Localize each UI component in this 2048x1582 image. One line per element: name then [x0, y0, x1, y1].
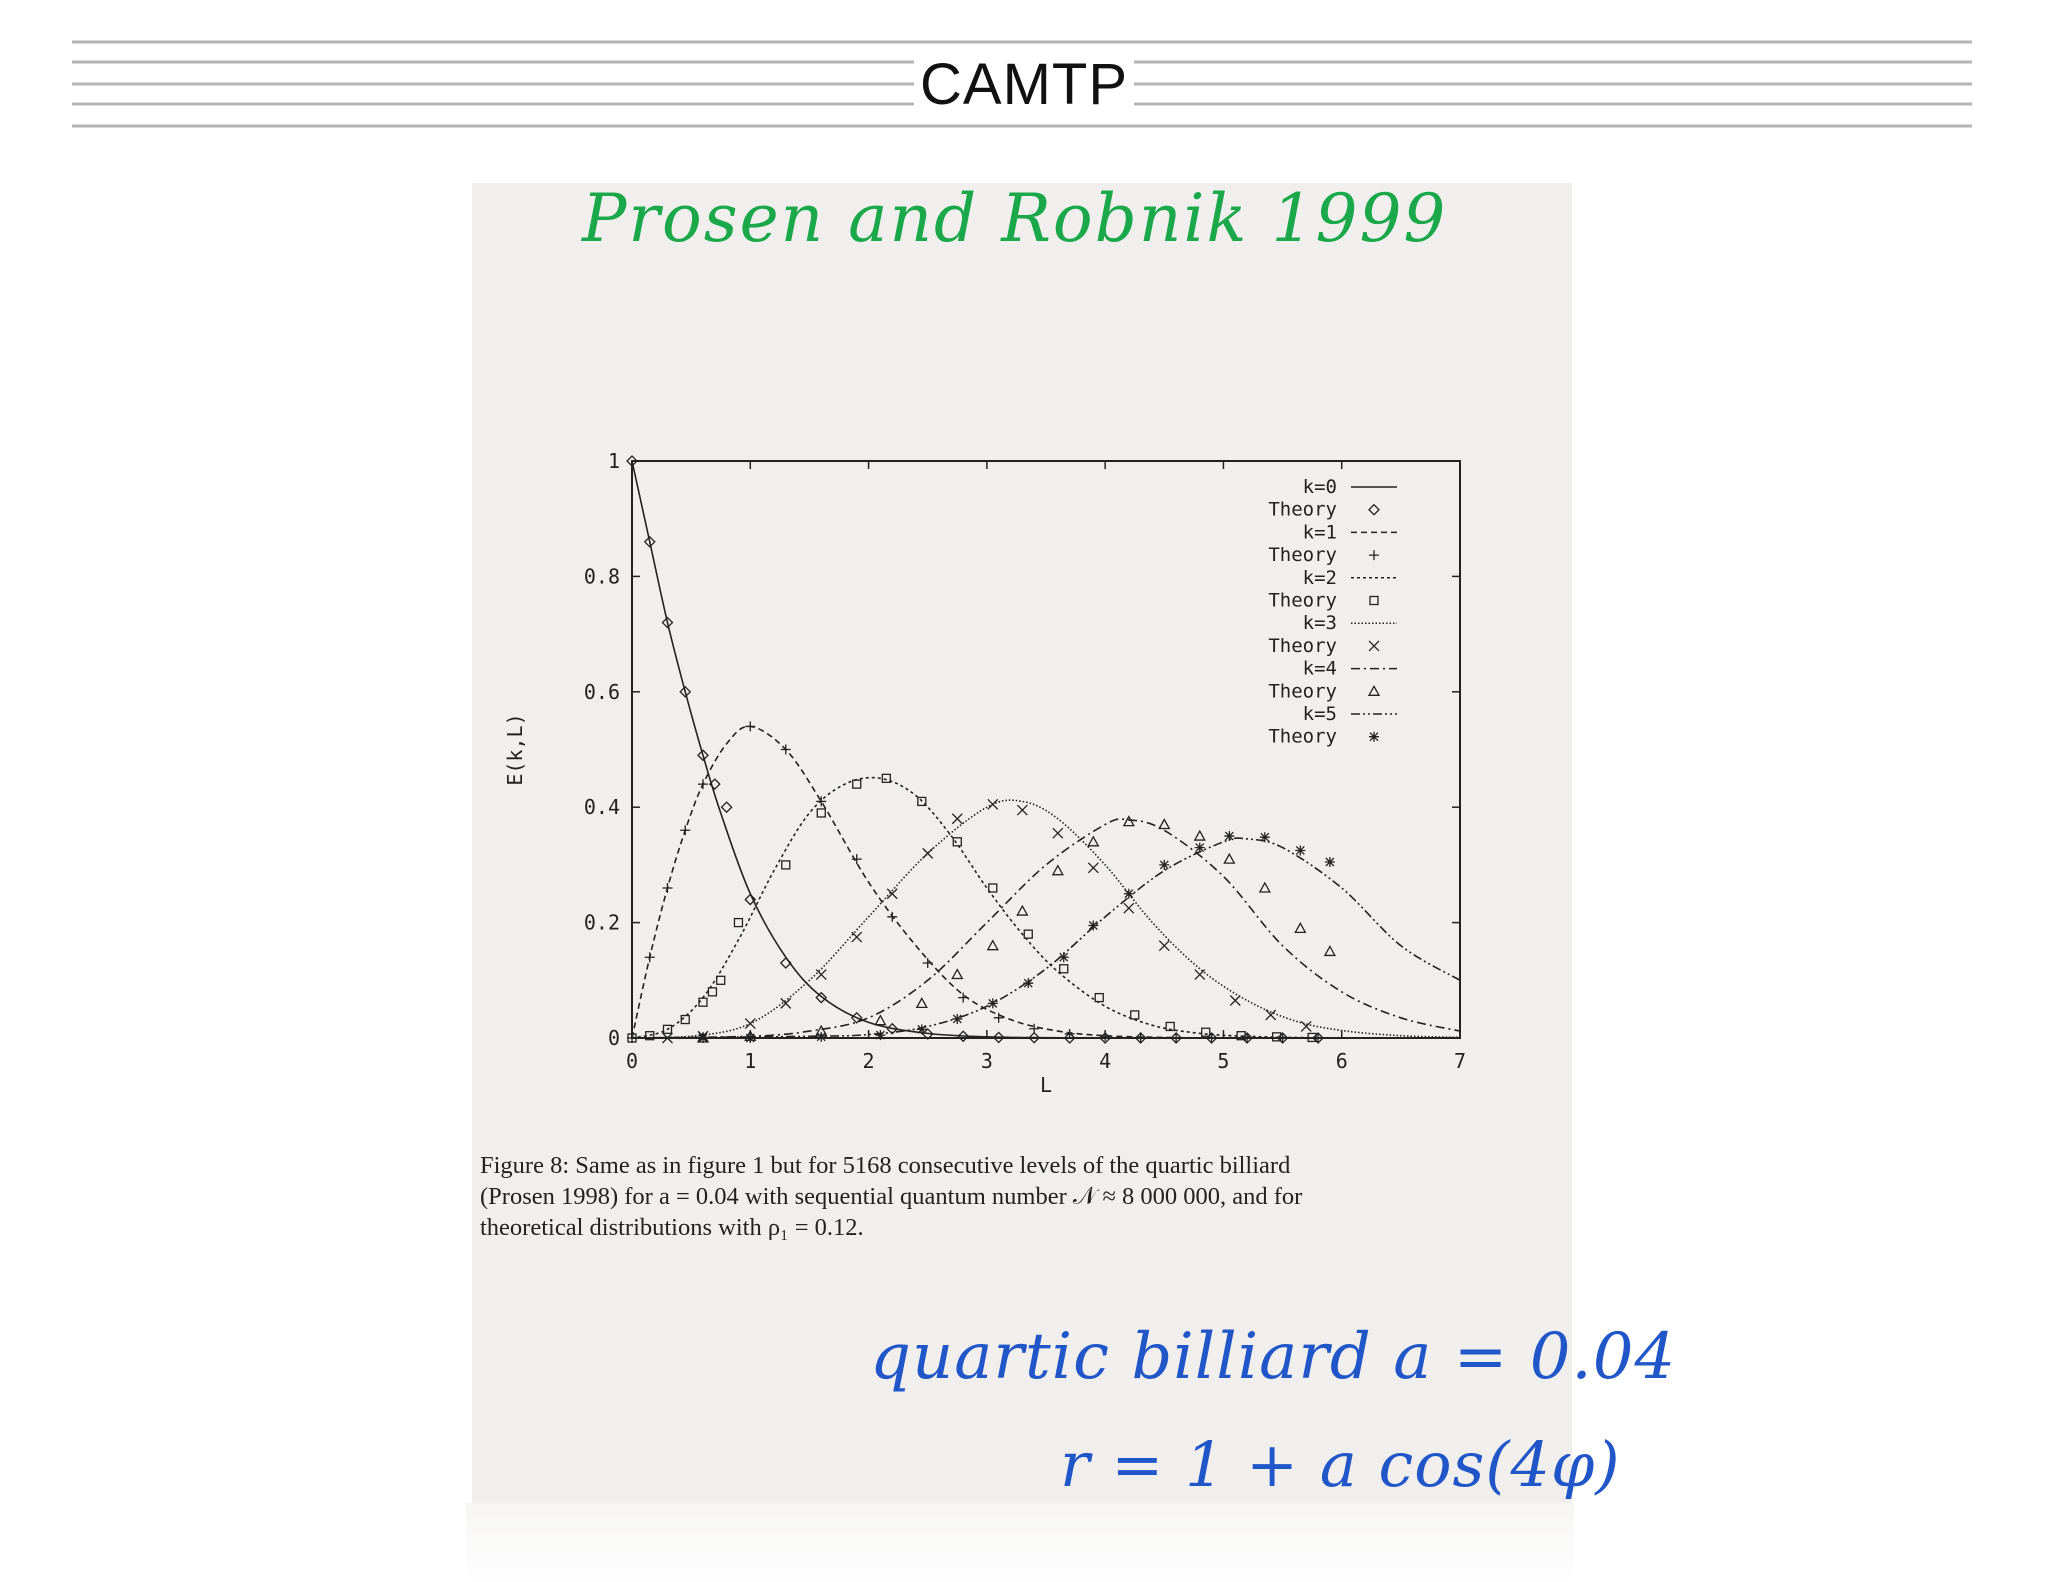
- data-point: [745, 1019, 755, 1029]
- legend-label: Theory: [1268, 544, 1337, 567]
- data-point: [882, 774, 890, 782]
- series-k-5: [632, 831, 1460, 1043]
- data-point: [816, 1032, 826, 1042]
- legend-label: k=3: [1302, 612, 1337, 635]
- data-point: [816, 970, 826, 980]
- series-k-4: [632, 817, 1460, 1042]
- scan-bottom-edge: [466, 1503, 1574, 1582]
- data-point: [745, 1033, 755, 1043]
- data-point: [1053, 866, 1063, 875]
- data-point: [1124, 889, 1134, 899]
- legend-label: k=1: [1302, 521, 1337, 544]
- legend-label: Theory: [1268, 634, 1337, 657]
- x-tick-label: 7: [1453, 1049, 1467, 1073]
- x-tick-label: 5: [1217, 1049, 1230, 1073]
- header-title-text: CAMTP: [914, 52, 1134, 117]
- x-tick-label: 0: [625, 1049, 639, 1073]
- data-point: [1159, 820, 1169, 829]
- x-tick-label: 3: [980, 1049, 993, 1073]
- data-point: [1059, 952, 1069, 962]
- x-tick-label: 4: [1099, 1049, 1112, 1073]
- data-point: [994, 1013, 1004, 1023]
- y-axis-label: E(k,L): [503, 713, 527, 786]
- legend-marker: [1369, 732, 1379, 742]
- data-point: [782, 861, 790, 869]
- data-point: [887, 912, 897, 922]
- x-tick-label: 2: [862, 1049, 875, 1073]
- legend-label: k=5: [1302, 703, 1337, 725]
- data-point: [734, 919, 742, 927]
- data-point: [1053, 828, 1063, 838]
- data-point: [1325, 946, 1335, 955]
- data-point: [1295, 845, 1305, 855]
- data-point: [1159, 941, 1169, 951]
- figure-caption: [480, 1150, 1500, 1243]
- header-title: [0, 50, 2048, 120]
- caption-line-3: theoretical distributions with ρ₁ = 0.12.: [480, 1214, 864, 1241]
- y-tick-label: 0.6: [583, 679, 620, 704]
- y-tick-label: 0: [607, 1026, 620, 1050]
- data-point: [1230, 995, 1240, 1005]
- legend: [1268, 476, 1397, 748]
- data-point: [662, 883, 672, 893]
- caption-line-2: (Prosen 1998) for a = 0.04 with sequential quantum number 𝒩 ≈ 8 000 000, and for: [480, 1183, 1303, 1210]
- data-point: [917, 998, 927, 1007]
- y-tick-label: 0.4: [583, 795, 620, 820]
- data-point: [1088, 920, 1098, 930]
- data-point: [1159, 860, 1169, 870]
- data-point: [917, 1024, 927, 1034]
- handwritten-note-middle: quartic billiard a = 0.04: [870, 1320, 1677, 1394]
- data-point: [1017, 906, 1027, 915]
- y-tick-label: 0.2: [583, 910, 620, 935]
- legend-label: Theory: [1268, 589, 1337, 612]
- data-point: [1301, 1021, 1311, 1031]
- series-k-3: [632, 799, 1460, 1043]
- handwritten-note-top: Prosen and Robnik 1999: [582, 180, 1448, 257]
- legend-marker: [1369, 686, 1379, 695]
- data-point: [745, 721, 755, 731]
- legend-marker: [1369, 550, 1379, 560]
- legend-label: k=4: [1302, 657, 1337, 680]
- data-point: [875, 1030, 885, 1040]
- data-point: [1171, 1033, 1181, 1043]
- series-line: [632, 800, 1460, 1038]
- data-point: [1136, 1032, 1146, 1042]
- data-point: [1088, 863, 1098, 873]
- data-point: [698, 779, 708, 789]
- data-point: [698, 1033, 708, 1043]
- data-point: [708, 988, 716, 996]
- series-line: [632, 819, 1460, 1038]
- data-point: [875, 1016, 885, 1025]
- data-point: [988, 941, 998, 950]
- data-point: [923, 958, 933, 968]
- chart: [472, 183, 1572, 1123]
- legend-label: Theory: [1268, 680, 1337, 703]
- data-point: [1195, 970, 1205, 980]
- data-point: [988, 998, 998, 1008]
- handwritten-note-bottom: r = 1 + a cos(4φ): [1060, 1428, 1621, 1501]
- data-point: [645, 952, 655, 962]
- caption-line-1: Figure 8: Same as in figure 1 but for 5168 consecutive levels of the quartic billiard: [480, 1152, 1291, 1179]
- data-point: [952, 814, 962, 824]
- legend-marker: [1369, 505, 1379, 515]
- data-point: [722, 802, 732, 812]
- data-point: [988, 799, 998, 809]
- data-point: [1124, 817, 1134, 826]
- data-point: [1224, 854, 1234, 863]
- data-point: [1017, 805, 1027, 815]
- data-point: [923, 848, 933, 858]
- y-tick-label: 1: [607, 449, 620, 473]
- data-point: [853, 780, 861, 788]
- data-point: [1295, 923, 1305, 932]
- data-point: [952, 1014, 962, 1024]
- legend-label: Theory: [1268, 725, 1337, 748]
- data-point: [680, 825, 690, 835]
- data-point: [1088, 837, 1098, 846]
- x-axis-label: L: [1039, 1073, 1053, 1097]
- legend-label: k=0: [1302, 476, 1337, 498]
- data-point: [1131, 1011, 1139, 1019]
- data-point: [1202, 1028, 1210, 1036]
- data-point: [717, 976, 725, 984]
- legend-label: k=2: [1302, 566, 1337, 589]
- data-point: [952, 970, 962, 979]
- data-point: [958, 993, 968, 1003]
- x-tick-label: 6: [1335, 1049, 1348, 1073]
- data-point: [1195, 831, 1205, 840]
- data-point: [817, 809, 825, 817]
- data-point: [1260, 832, 1270, 842]
- data-point: [989, 884, 997, 892]
- data-point: [1260, 883, 1270, 892]
- series-k-2: [628, 774, 1460, 1042]
- series-line: [632, 838, 1460, 1038]
- data-point: [1325, 857, 1335, 867]
- data-point: [1060, 965, 1068, 973]
- legend-marker: [1369, 641, 1379, 651]
- data-point: [1024, 930, 1032, 938]
- data-point: [1095, 994, 1103, 1002]
- data-point: [781, 745, 791, 755]
- legend-label: Theory: [1268, 498, 1337, 521]
- data-point: [953, 838, 961, 846]
- data-point: [1224, 831, 1234, 841]
- y-tick-label: 0.8: [583, 564, 620, 589]
- data-point: [1242, 1033, 1252, 1043]
- data-point: [1023, 978, 1033, 988]
- data-point: [1124, 903, 1134, 913]
- legend-marker: [1370, 597, 1378, 605]
- data-point: [1195, 843, 1205, 853]
- x-tick-label: 1: [744, 1049, 757, 1073]
- data-point: [852, 932, 862, 942]
